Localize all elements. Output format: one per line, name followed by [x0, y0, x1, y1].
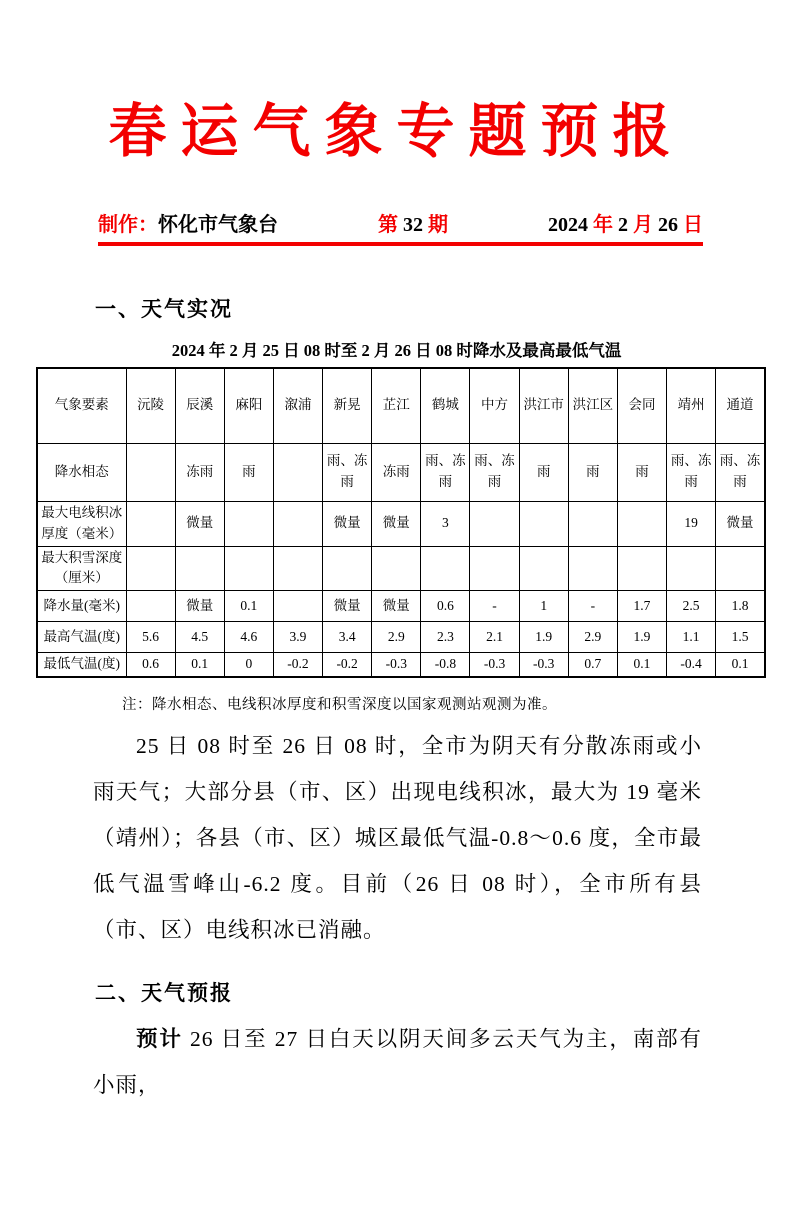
table-cell: 0.1 [716, 653, 765, 677]
header-divider-rule [98, 242, 703, 246]
column-header: 辰溪 [175, 368, 224, 443]
producer-label: 制作： [98, 214, 158, 236]
table-cell: 冻雨 [372, 443, 421, 501]
issue-value: 32 [398, 214, 428, 236]
table-row [37, 546, 765, 591]
table-cell: 雨 [224, 443, 273, 501]
table-cell: 0.1 [617, 653, 666, 677]
table-cell: 4.5 [175, 622, 224, 653]
date-month-unit: 月 [633, 214, 653, 236]
meta-row [98, 208, 703, 237]
table-cell: 2.9 [372, 622, 421, 653]
table-cell: 1 [519, 591, 568, 622]
table-cell [126, 546, 175, 591]
issue-prefix: 第 [378, 214, 398, 236]
table-cell: 微量 [323, 501, 372, 546]
table-cell: 雨、冻雨 [667, 443, 716, 501]
table-note: 注：降水相态、电线积冰厚度和积雪深度以国家观测站观测为准。 [122, 697, 557, 714]
table-cell [716, 546, 765, 591]
table-cell: 微量 [175, 591, 224, 622]
table-cell [323, 546, 372, 591]
table-cell: 微量 [372, 591, 421, 622]
table-cell: 冻雨 [175, 443, 224, 501]
table-cell [568, 546, 617, 591]
producer [98, 208, 278, 237]
table-cell: - [568, 591, 617, 622]
table-cell [470, 546, 519, 591]
table-row [37, 591, 765, 622]
column-header: 会同 [617, 368, 666, 443]
column-header: 中方 [470, 368, 519, 443]
table-cell: 1.1 [667, 622, 716, 653]
column-header: 芷江 [372, 368, 421, 443]
row-label: 最高气温(度) [37, 622, 126, 653]
table-cell [224, 501, 273, 546]
table-cell: 雨、冻雨 [323, 443, 372, 501]
table-cell: 雨 [617, 443, 666, 501]
forecast-paragraph [93, 1016, 702, 1108]
date-day: 26 [653, 214, 683, 236]
forecast-lead: 预计 [136, 1027, 183, 1052]
table-cell [519, 546, 568, 591]
issue-number [378, 208, 448, 237]
column-header: 通道 [716, 368, 765, 443]
table-cell: 3.9 [273, 622, 322, 653]
table-cell: 雨、冻雨 [470, 443, 519, 501]
table-cell: 雨、冻雨 [421, 443, 470, 501]
table-cell [273, 501, 322, 546]
table-cell: 3.4 [323, 622, 372, 653]
table-cell: 2.5 [667, 591, 716, 622]
issue-date [548, 208, 703, 237]
table-cell [617, 501, 666, 546]
table-cell: 0 [224, 653, 273, 677]
table-cell: 5.6 [126, 622, 175, 653]
table-cell: 雨 [519, 443, 568, 501]
table-cell: 2.1 [470, 622, 519, 653]
doc-title: 春运气象专题预报 [108, 99, 685, 164]
table-cell [273, 591, 322, 622]
table-cell [519, 501, 568, 546]
table-cell [126, 591, 175, 622]
table-cell: 0.6 [126, 653, 175, 677]
table-cell: 2.3 [421, 622, 470, 653]
table-header-row [37, 368, 765, 443]
table-cell: -0.2 [323, 653, 372, 677]
table-cell [175, 546, 224, 591]
column-header: 溆浦 [273, 368, 322, 443]
table-cell: 0.1 [224, 591, 273, 622]
table-cell: 微量 [323, 591, 372, 622]
table-cell: 4.6 [224, 622, 273, 653]
table-cell: 雨、冻雨 [716, 443, 765, 501]
table-cell [126, 443, 175, 501]
producer-value: 怀化市气象台 [158, 214, 278, 236]
table-cell: 1.9 [617, 622, 666, 653]
table-cell [273, 443, 322, 501]
table-cell: 微量 [175, 501, 224, 546]
table-cell: 微量 [716, 501, 765, 546]
table-cell: -0.3 [372, 653, 421, 677]
row-label: 降水相态 [37, 443, 126, 501]
column-header: 靖州 [667, 368, 716, 443]
table-cell: 0.1 [175, 653, 224, 677]
table-cell [372, 546, 421, 591]
section-heading-weather-forecast: 二、天气预报 [95, 981, 233, 1006]
column-header: 麻阳 [224, 368, 273, 443]
row-label: 最低气温(度) [37, 653, 126, 677]
weather-report-paragraph: 25 日 08 时至 26 日 08 时，全市为阴天有分散冻雨或小雨天气；大部分县（市、区）出现电线积冰，最大为 19 毫米（靖州）；各县（市、区）城区最低气温-0.8～0.6 度，全市最低气温雪峰山-6.2 度。目前（26 日 08 时），全市所有县（市、区）电线积冰已消融。 [93, 734, 702, 943]
table-cell: -0.4 [667, 653, 716, 677]
weather-table [36, 367, 766, 678]
table-cell [224, 546, 273, 591]
table-row [37, 443, 765, 501]
column-header: 洪江市 [519, 368, 568, 443]
table-cell: 雨 [568, 443, 617, 501]
column-header: 沅陵 [126, 368, 175, 443]
forecast-text: 26 日至 27 日白天以阴天间多云天气为主，南部有小雨， [93, 1027, 702, 1098]
column-header: 洪江区 [568, 368, 617, 443]
column-header: 鹤城 [421, 368, 470, 443]
table-cell: 1.7 [617, 591, 666, 622]
issue-suffix: 期 [428, 214, 448, 236]
table-cell: -0.8 [421, 653, 470, 677]
table-cell: 0.6 [421, 591, 470, 622]
table-title: 2024 年 2 月 25 日 08 时至 2 月 26 日 08 时降水及最高最低气温 [171, 341, 622, 360]
table-cell [617, 546, 666, 591]
table-cell [667, 546, 716, 591]
date-month: 2 [613, 214, 633, 236]
table-cell: -0.2 [273, 653, 322, 677]
table-cell [273, 546, 322, 591]
column-header: 新晃 [323, 368, 372, 443]
table-row [37, 653, 765, 677]
table-cell: 3 [421, 501, 470, 546]
column-header: 气象要素 [37, 368, 126, 443]
section-heading-weather-actual: 一、天气实况 [95, 297, 233, 321]
table-cell: -0.3 [470, 653, 519, 677]
table-cell [568, 501, 617, 546]
date-day-unit: 日 [683, 214, 703, 236]
table-cell [126, 501, 175, 546]
table-cell [470, 501, 519, 546]
table-cell: 1.5 [716, 622, 765, 653]
table-row [37, 501, 765, 546]
table-cell: 0.7 [568, 653, 617, 677]
table-cell: 2.9 [568, 622, 617, 653]
table-cell: 微量 [372, 501, 421, 546]
table-row [37, 622, 765, 653]
date-year-unit: 年 [593, 214, 613, 236]
table-cell: 1.8 [716, 591, 765, 622]
row-label: 降水量(毫米) [37, 591, 126, 622]
row-label: 最大积雪深度（厘米） [37, 546, 126, 591]
date-year: 2024 [548, 214, 593, 236]
table-cell: - [470, 591, 519, 622]
table-cell: 1.9 [519, 622, 568, 653]
table-cell [421, 546, 470, 591]
row-label: 最大电线积冰厚度（毫米） [37, 501, 126, 546]
table-cell: 19 [667, 501, 716, 546]
table-cell: -0.3 [519, 653, 568, 677]
